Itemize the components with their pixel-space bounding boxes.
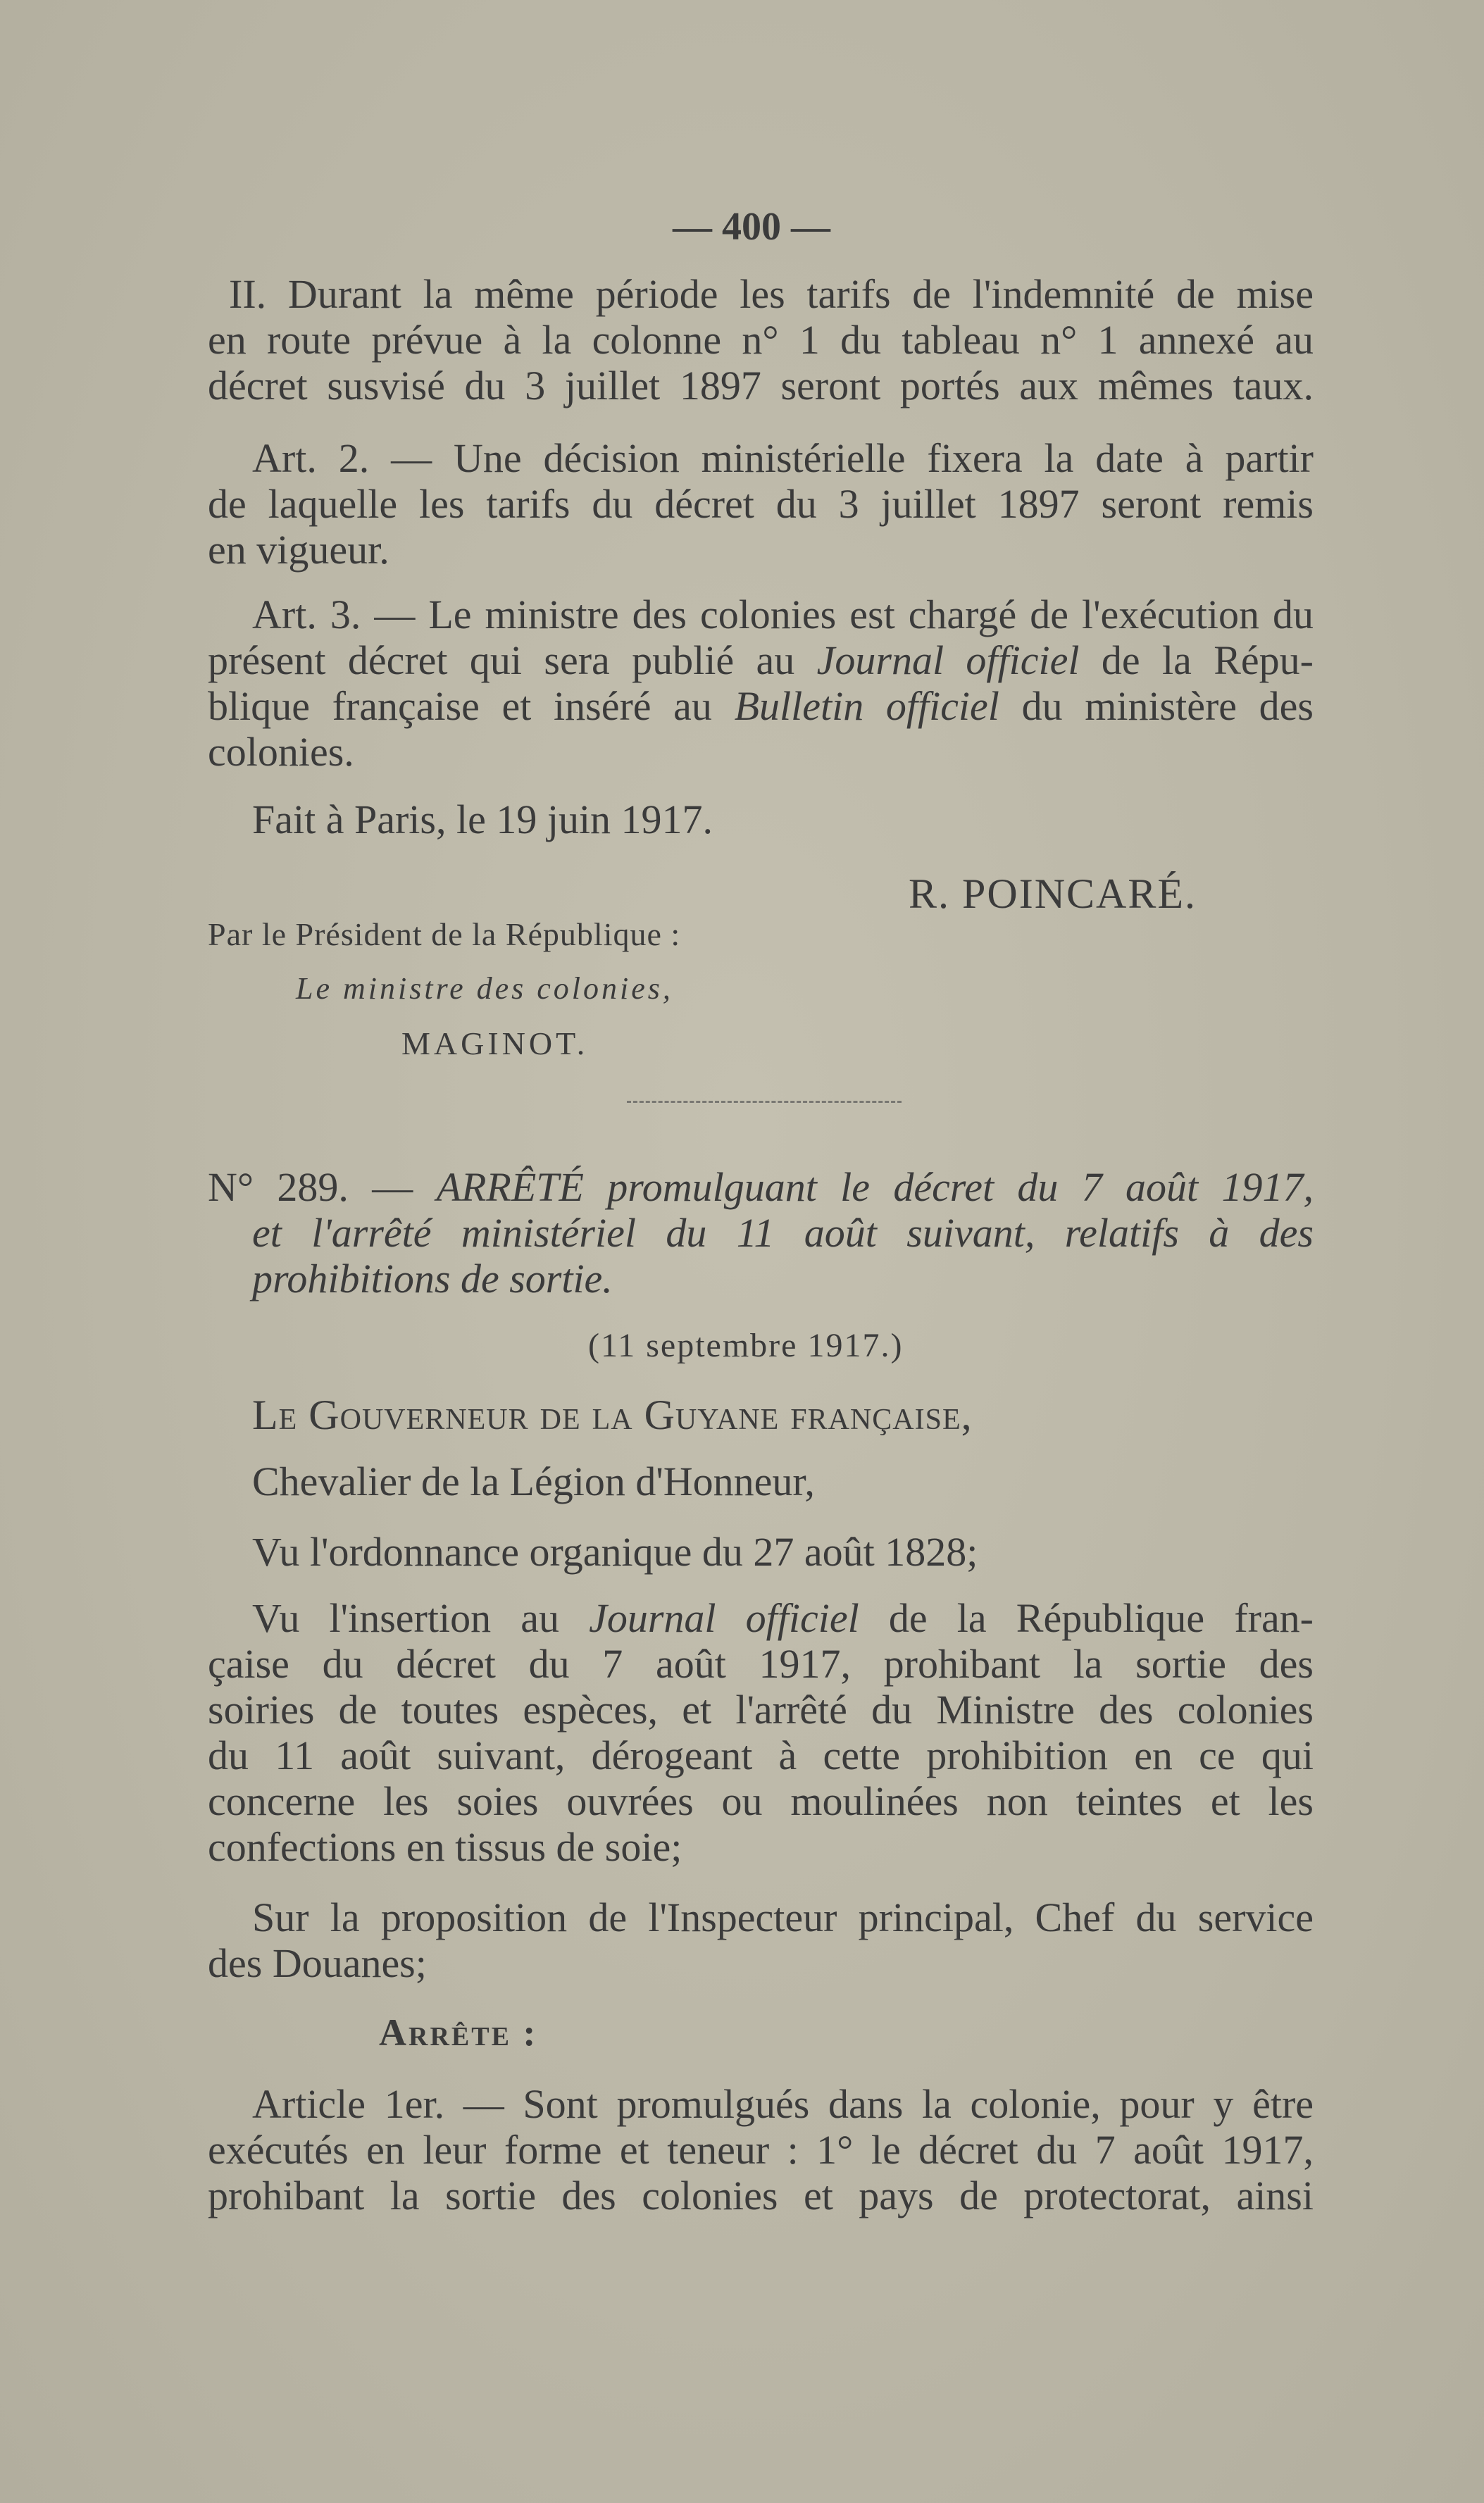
article-1-line: prohibant la sortie des colonies et pays de protectorat, ainsi [208, 2173, 1314, 2218]
fait-a-paris: Fait à Paris, le 19 juin 1917. [252, 797, 713, 842]
vu-insertion-line: Vu l'insertion au Journal officiel de la République fran- [252, 1595, 1314, 1641]
article-1-line: exécutés en leur forme et teneur : 1° le décret du 7 août 1917, [208, 2127, 1314, 2173]
chevalier-line: Chevalier de la Légion d'Honneur, [252, 1459, 815, 1504]
article-3-line: Art. 3. — Le ministre des colonies est chargé de l'exécution du [252, 592, 1314, 637]
paragraph-line: II. Durant la même période les tarifs de l'indemnité de mise [229, 271, 1314, 317]
sur-proposition-line: Sur la proposition de l'Inspecteur principal, Chef du service [252, 1895, 1314, 1940]
gouverneur-line: Le Gouverneur de la Guyane française, [252, 1392, 973, 1438]
vu-insertion-line: confections en tissus de soie; [208, 1824, 682, 1870]
vu-insertion-line: çaise du décret du 7 août 1917, prohibant la sortie des [208, 1641, 1314, 1687]
vu-ordonnance: Vu l'ordonnance organique du 27 août 1828; [252, 1529, 978, 1575]
ministre-name: MAGINOT. [401, 1025, 589, 1061]
vu-insertion-line: soiries de toutes espèces, et l'arrêté du Ministre des colonies [208, 1687, 1314, 1733]
arrete-heading: Arrête : [379, 2011, 538, 2054]
arrete-title-line: et l'arrêté ministériel du 11 août suivant, relatifs à des [252, 1210, 1314, 1256]
arrete-date: (11 septembre 1917.) [588, 1327, 904, 1364]
article-3-line: colonies. [208, 729, 354, 775]
paragraph-line: en route prévue à la colonne n° 1 du tableau n° 1 annexé au [208, 317, 1314, 363]
section-divider [627, 1101, 902, 1103]
signature-poincare: R. POINCARÉ. [909, 870, 1197, 917]
ministre-title: Le ministre des colonies, [296, 971, 673, 1006]
article-3-line: blique française et inséré au Bulletin officiel du ministère des [208, 683, 1314, 729]
article-2-line: de laquelle les tarifs du décret du 3 juillet 1897 seront remis [208, 481, 1314, 527]
arrete-title-line: N° 289. — ARRÊTÉ promulguant le décret du 7 août 1917, [208, 1164, 1314, 1210]
article-3-line: présent décret qui sera publié au Journal officiel de la Répu- [208, 637, 1314, 683]
sur-proposition-line: des Douanes; [208, 1940, 427, 1986]
article-1-line: Article 1er. — Sont promulgués dans la colonie, pour y être [252, 2081, 1314, 2127]
article-2-line: Art. 2. — Une décision ministérielle fixera la date à partir [252, 435, 1314, 481]
paragraph-line: décret susvisé du 3 juillet 1897 seront portés aux mêmes taux. [208, 363, 1314, 408]
vu-insertion-line: concerne les soies ouvrées ou moulinées non teintes et les [208, 1778, 1314, 1824]
vu-insertion-line: du 11 août suivant, dérogeant à cette prohibition en ce qui [208, 1733, 1314, 1778]
article-2-line: en vigueur. [208, 527, 389, 573]
par-le-president: Par le Président de la République : [208, 916, 681, 952]
page-number: — 400 — [673, 205, 830, 249]
arrete-title-line: prohibitions de sortie. [252, 1256, 613, 1302]
